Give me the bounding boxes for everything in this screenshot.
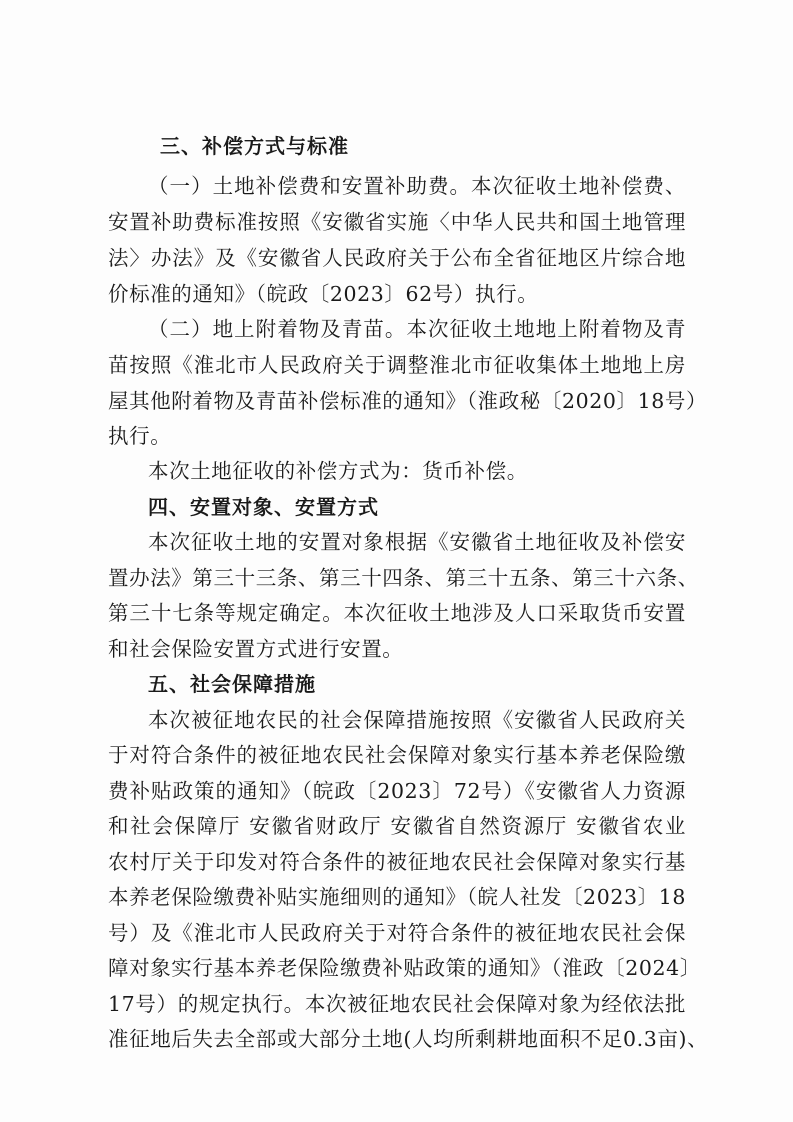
paragraph-line: 本次土地征收的补偿方式为：货币补偿。 [148, 459, 528, 483]
section-heading-compensation: 三、补偿方式与标准 [160, 134, 349, 158]
paragraph-line: 第三十七条等规定确定。本次征收土地涉及人口采取货币安置 [108, 601, 686, 625]
paragraph-line: 本养老保险缴费补贴实施细则的通知》（皖人社发〔2023〕18 [108, 885, 687, 909]
paragraph-line: 执行。 [108, 424, 172, 448]
paragraph-line: 17号）的规定执行。本次被征地农民社会保障对象为经依法批 [108, 992, 686, 1016]
paragraph-line: 屋其他附着物及青苗补偿标准的通知》（淮政秘〔2020〕18号） [108, 389, 708, 413]
paragraph-line: 苗按照《淮北市人民政府关于调整淮北市征收集体土地地上房 [108, 353, 686, 377]
paragraph-line: 安置补助费标准按照《安徽省实施〈中华人民共和国土地管理 [108, 210, 686, 234]
paragraph-line: 准征地后失去全部或大部分土地(人均所剩耕地面积不足0.3亩)、 [108, 1027, 709, 1051]
paragraph-line: 和社会保险安置方式进行安置。 [108, 637, 404, 661]
paragraph-line: 障对象实行基本养老保险缴费补贴政策的通知》（淮政〔2024〕 [108, 956, 701, 980]
section-heading-resettlement: 四、安置对象、安置方式 [148, 495, 379, 519]
section-heading-social-security: 五、社会保障措施 [148, 672, 316, 696]
paragraph-line: 价标准的通知》（皖政〔2023〕62号）执行。 [108, 282, 539, 306]
paragraph-line: 本次被征地农民的社会保障措施按照《安徽省人民政府关 [148, 708, 686, 732]
paragraph-line: （二）地上附着物及青苗。本次征收土地地上附着物及青 [148, 317, 686, 341]
paragraph-line: 农村厅关于印发对符合条件的被征地农民社会保障对象实行基 [108, 850, 686, 874]
paragraph-line: 法〉办法》及《安徽省人民政府关于公布全省征地区片综合地 [108, 246, 686, 270]
paragraph-line: 于对符合条件的被征地农民社会保障对象实行基本养老保险缴 [108, 743, 686, 767]
paragraph-line: 本次征收土地的安置对象根据《安徽省土地征收及补偿安 [148, 530, 686, 554]
paragraph-line: （一）土地补偿费和安置补助费。本次征收土地补偿费、 [148, 174, 686, 198]
paragraph-line: 费补贴政策的通知》（皖政〔2023〕72号）《安徽省人力资源 [108, 779, 686, 803]
paragraph-line: 和社会保障厅 安徽省财政厅 安徽省自然资源厅 安徽省农业 [108, 814, 686, 838]
paragraph-line: 号）及《淮北市人民政府关于对符合条件的被征地农民社会保 [108, 921, 686, 945]
paragraph-line: 置办法》第三十三条、第三十四条、第三十五条、第三十六条、 [108, 566, 699, 590]
